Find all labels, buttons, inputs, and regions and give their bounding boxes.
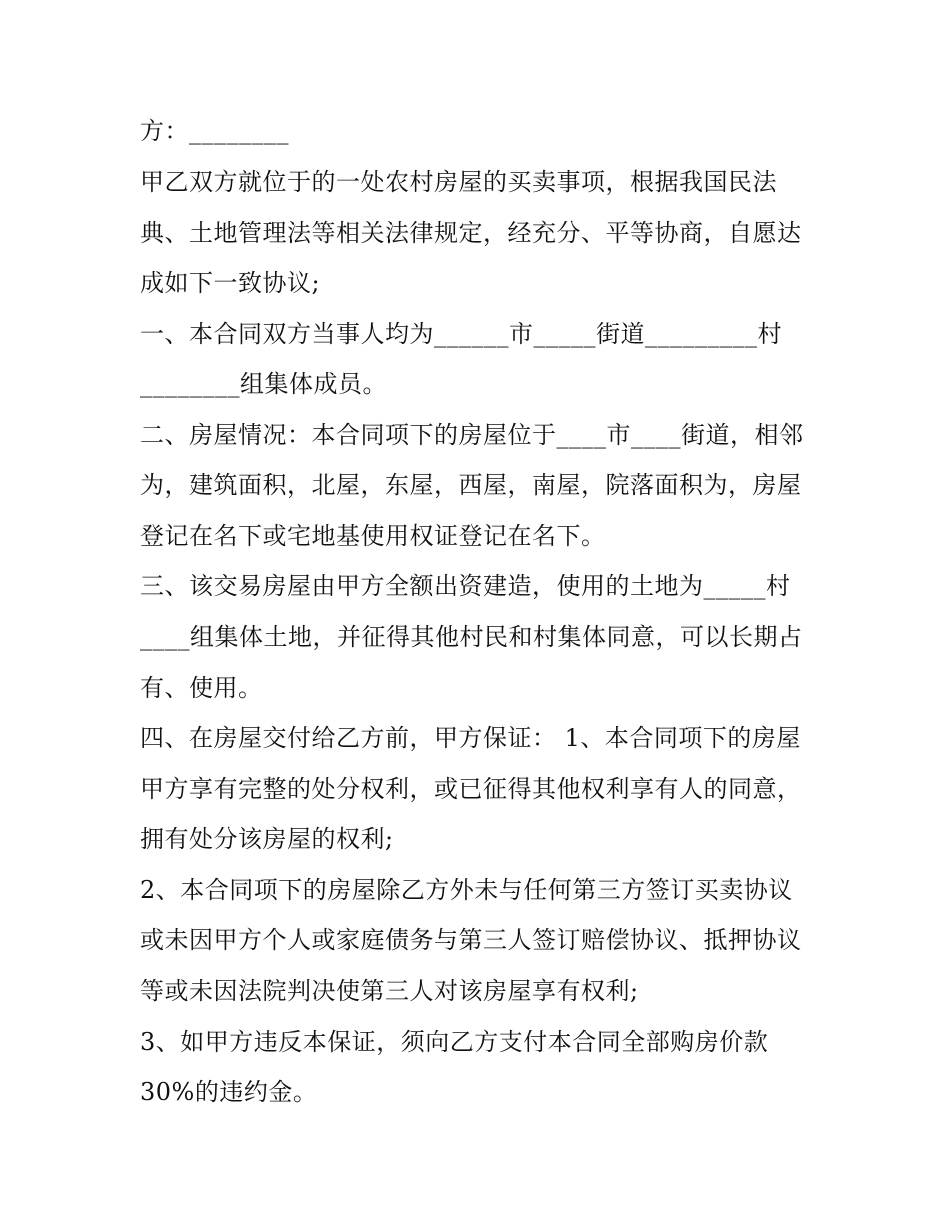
text-line: 拥有处分该房屋的权利; xyxy=(140,825,394,853)
text-line: 三、该交易房屋由甲方全额出资建造，使用的土地为_____村 xyxy=(140,572,791,600)
text-line: 一、本合同双方当事人均为______市_____街道_________村 xyxy=(140,320,782,348)
text-line: 四、在房屋交付给乙方前，甲方保证： 1、本合同项下的房屋 xyxy=(140,724,801,752)
text-line: 30%的违约金。 xyxy=(140,1078,318,1106)
text-line: 2、本合同项下的房屋除乙方外未与任何第三方签订买卖协议 xyxy=(140,876,793,904)
text-line: 典、土地管理法等相关法律规定，经充分、平等协商，自愿达 xyxy=(140,219,802,247)
text-line: ________组集体成员。 xyxy=(140,370,387,398)
text-line: 成如下一致协议; xyxy=(140,269,321,297)
text-line: 登记在名下或宅地基使用权证登记在名下。 xyxy=(140,522,606,550)
text-line: 方：________ xyxy=(140,117,289,145)
text-line: 二、房屋情况：本合同项下的房屋位于____市____街道，相邻 xyxy=(140,421,804,449)
text-line: ____组集体土地，并征得其他村民和村集体同意，可以长期占 xyxy=(140,623,803,651)
text-line: 或未因甲方个人或家庭债务与第三人签订赔偿协议、抵押协议 xyxy=(140,926,802,954)
text-line: 3、如甲方违反本保证，须向乙方支付本合同全部购房价款 xyxy=(140,1028,769,1056)
text-line: 有、使用。 xyxy=(140,674,263,702)
text-line: 为，建筑面积，北屋，东屋，西屋，南屋，院落面积为，房屋 xyxy=(140,471,802,499)
text-line: 等或未因法院判决使第三人对该房屋享有权利; xyxy=(140,977,639,1005)
text-line: 甲方享有完整的处分权利，或已征得其他权利享有人的同意， xyxy=(140,775,802,803)
text-line: 甲乙双方就位于的一处农村房屋的买卖事项，根据我国民法 xyxy=(140,168,777,196)
